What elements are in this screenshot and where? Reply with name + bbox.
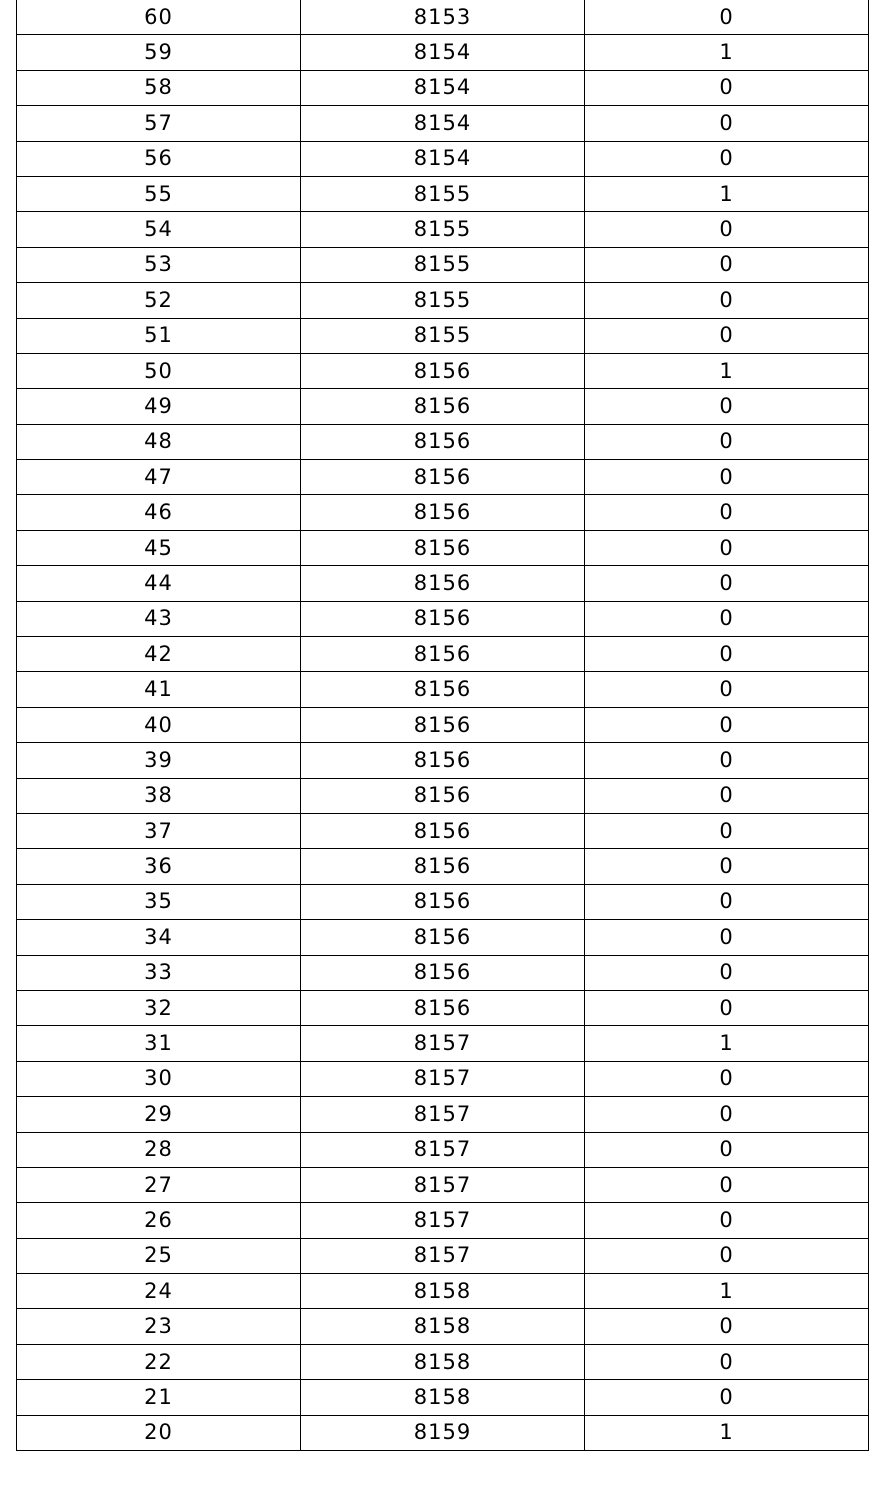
- table-row: [17, 1415, 869, 1450]
- count-cell: 8156: [301, 990, 585, 1025]
- table-row: [17, 637, 869, 672]
- score-cell: 22: [17, 1344, 301, 1379]
- score-cell: 41: [17, 672, 301, 707]
- score-cell: 50: [17, 353, 301, 388]
- score-cell: 39: [17, 743, 301, 778]
- table-row: [17, 1026, 869, 1061]
- count-cell: 8158: [301, 1274, 585, 1309]
- table-body: [17, 0, 869, 1451]
- count-cell: 8156: [301, 955, 585, 990]
- table-row: [17, 106, 869, 141]
- score-cell: 56: [17, 141, 301, 176]
- table-row: [17, 424, 869, 459]
- flag-cell: 1: [585, 1026, 869, 1061]
- table-row: [17, 1238, 869, 1273]
- flag-cell: 0: [585, 389, 869, 424]
- table-row: [17, 141, 869, 176]
- count-cell: 8156: [301, 424, 585, 459]
- score-cell: 33: [17, 955, 301, 990]
- table-row: [17, 1274, 869, 1309]
- flag-cell: 0: [585, 566, 869, 601]
- count-cell: 8156: [301, 530, 585, 565]
- flag-cell: 0: [585, 1380, 869, 1415]
- flag-cell: 1: [585, 35, 869, 70]
- table-row: [17, 0, 869, 35]
- score-cell: 38: [17, 778, 301, 813]
- score-cell: 36: [17, 849, 301, 884]
- flag-cell: 0: [585, 601, 869, 636]
- count-cell: 8156: [301, 884, 585, 919]
- score-cell: 51: [17, 318, 301, 353]
- flag-cell: 0: [585, 530, 869, 565]
- count-cell: 8154: [301, 35, 585, 70]
- score-cell: 25: [17, 1238, 301, 1273]
- score-cell: 45: [17, 530, 301, 565]
- score-cell: 37: [17, 813, 301, 848]
- score-cell: 60: [17, 0, 301, 35]
- flag-cell: 1: [585, 353, 869, 388]
- table-row: [17, 849, 869, 884]
- count-cell: 8158: [301, 1309, 585, 1344]
- flag-cell: 0: [585, 318, 869, 353]
- count-cell: 8155: [301, 247, 585, 282]
- flag-cell: 1: [585, 1274, 869, 1309]
- count-cell: 8159: [301, 1415, 585, 1450]
- count-cell: 8153: [301, 0, 585, 35]
- table-row: [17, 1061, 869, 1096]
- table-row: [17, 813, 869, 848]
- table-row: [17, 707, 869, 742]
- score-cell: 49: [17, 389, 301, 424]
- score-cell: 20: [17, 1415, 301, 1450]
- count-cell: 8156: [301, 495, 585, 530]
- table-row: [17, 1167, 869, 1202]
- count-cell: 8156: [301, 707, 585, 742]
- count-cell: 8154: [301, 141, 585, 176]
- count-cell: 8158: [301, 1344, 585, 1379]
- count-cell: 8157: [301, 1167, 585, 1202]
- score-cell: 54: [17, 212, 301, 247]
- table-row: [17, 1309, 869, 1344]
- flag-cell: 0: [585, 707, 869, 742]
- count-cell: 8155: [301, 212, 585, 247]
- score-cell: 29: [17, 1097, 301, 1132]
- flag-cell: 0: [585, 1061, 869, 1096]
- score-cell: 42: [17, 637, 301, 672]
- count-cell: 8156: [301, 566, 585, 601]
- table-row: [17, 566, 869, 601]
- table-row: [17, 70, 869, 105]
- count-cell: 8155: [301, 318, 585, 353]
- flag-cell: 0: [585, 849, 869, 884]
- flag-cell: 0: [585, 212, 869, 247]
- count-cell: 8156: [301, 353, 585, 388]
- table-row: [17, 247, 869, 282]
- score-cell: 46: [17, 495, 301, 530]
- table-row: [17, 353, 869, 388]
- score-cell: 47: [17, 460, 301, 495]
- count-cell: 8157: [301, 1061, 585, 1096]
- table-row: [17, 1097, 869, 1132]
- count-cell: 8154: [301, 70, 585, 105]
- table-row: [17, 884, 869, 919]
- table-row: [17, 35, 869, 70]
- flag-cell: 0: [585, 460, 869, 495]
- flag-cell: 0: [585, 637, 869, 672]
- flag-cell: 0: [585, 1344, 869, 1379]
- score-cell: 57: [17, 106, 301, 141]
- count-cell: 8157: [301, 1203, 585, 1238]
- count-cell: 8156: [301, 389, 585, 424]
- score-cell: 35: [17, 884, 301, 919]
- score-cell: 23: [17, 1309, 301, 1344]
- score-cell: 59: [17, 35, 301, 70]
- score-cell: 55: [17, 176, 301, 211]
- count-cell: 8156: [301, 778, 585, 813]
- flag-cell: 0: [585, 1238, 869, 1273]
- score-cell: 40: [17, 707, 301, 742]
- flag-cell: 0: [585, 672, 869, 707]
- table-row: [17, 1380, 869, 1415]
- table-row: [17, 990, 869, 1025]
- score-cell: 28: [17, 1132, 301, 1167]
- count-cell: 8156: [301, 743, 585, 778]
- count-cell: 8156: [301, 460, 585, 495]
- table-row: [17, 530, 869, 565]
- table-row: [17, 1203, 869, 1238]
- score-cell: 44: [17, 566, 301, 601]
- flag-cell: 1: [585, 1415, 869, 1450]
- table-row: [17, 778, 869, 813]
- score-cell: 48: [17, 424, 301, 459]
- score-cell: 43: [17, 601, 301, 636]
- score-cell: 26: [17, 1203, 301, 1238]
- data-table: [16, 0, 869, 1451]
- table-row: [17, 176, 869, 211]
- flag-cell: 0: [585, 424, 869, 459]
- flag-cell: 0: [585, 70, 869, 105]
- flag-cell: 0: [585, 813, 869, 848]
- score-cell: 27: [17, 1167, 301, 1202]
- flag-cell: 0: [585, 283, 869, 318]
- table-row: [17, 955, 869, 990]
- table-row: [17, 1344, 869, 1379]
- table-row: [17, 1132, 869, 1167]
- count-cell: 8156: [301, 601, 585, 636]
- flag-cell: 0: [585, 1132, 869, 1167]
- flag-cell: 0: [585, 920, 869, 955]
- table-row: [17, 283, 869, 318]
- flag-cell: 0: [585, 1203, 869, 1238]
- flag-cell: 0: [585, 1167, 869, 1202]
- flag-cell: 1: [585, 176, 869, 211]
- table-row: [17, 389, 869, 424]
- flag-cell: 0: [585, 778, 869, 813]
- count-cell: 8156: [301, 637, 585, 672]
- score-cell: 31: [17, 1026, 301, 1061]
- count-cell: 8155: [301, 283, 585, 318]
- table-row: [17, 672, 869, 707]
- flag-cell: 0: [585, 743, 869, 778]
- flag-cell: 0: [585, 106, 869, 141]
- count-cell: 8158: [301, 1380, 585, 1415]
- count-cell: 8157: [301, 1238, 585, 1273]
- flag-cell: 0: [585, 0, 869, 35]
- score-cell: 21: [17, 1380, 301, 1415]
- flag-cell: 0: [585, 1309, 869, 1344]
- count-cell: 8157: [301, 1132, 585, 1167]
- table-row: [17, 212, 869, 247]
- count-cell: 8157: [301, 1026, 585, 1061]
- score-cell: 24: [17, 1274, 301, 1309]
- score-cell: 53: [17, 247, 301, 282]
- flag-cell: 0: [585, 495, 869, 530]
- flag-cell: 0: [585, 884, 869, 919]
- score-cell: 30: [17, 1061, 301, 1096]
- table-row: [17, 920, 869, 955]
- count-cell: 8156: [301, 672, 585, 707]
- flag-cell: 0: [585, 1097, 869, 1132]
- score-cell: 34: [17, 920, 301, 955]
- count-cell: 8154: [301, 106, 585, 141]
- table-row: [17, 318, 869, 353]
- flag-cell: 0: [585, 990, 869, 1025]
- count-cell: 8156: [301, 849, 585, 884]
- flag-cell: 0: [585, 247, 869, 282]
- count-cell: 8156: [301, 920, 585, 955]
- score-cell: 58: [17, 70, 301, 105]
- score-cell: 52: [17, 283, 301, 318]
- count-cell: 8157: [301, 1097, 585, 1132]
- table-row: [17, 743, 869, 778]
- count-cell: 8155: [301, 176, 585, 211]
- table-row: [17, 460, 869, 495]
- score-cell: 32: [17, 990, 301, 1025]
- flag-cell: 0: [585, 955, 869, 990]
- count-cell: 8156: [301, 813, 585, 848]
- flag-cell: 0: [585, 141, 869, 176]
- table-row: [17, 495, 869, 530]
- table-row: [17, 601, 869, 636]
